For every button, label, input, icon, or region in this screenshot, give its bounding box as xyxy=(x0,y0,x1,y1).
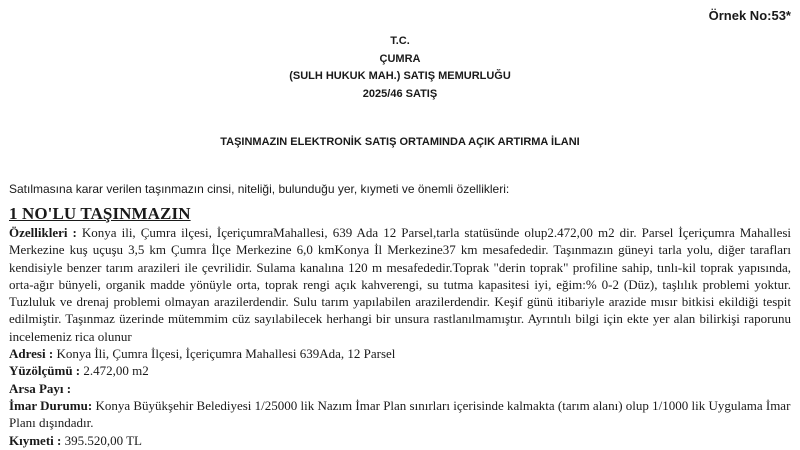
form-number: Örnek No:53* xyxy=(708,8,791,23)
value-row xyxy=(9,432,791,449)
area-label: Yüzölçümü : xyxy=(9,363,81,379)
address-label: Adresi : xyxy=(9,346,54,362)
header-line-2: ÇUMRA xyxy=(379,52,421,65)
notice-title: TAŞINMAZIN ELEKTRONİK SATIŞ ORTAMINDA AÇIK ARTIRMA İLANI xyxy=(220,136,580,148)
header-line-4: 2025/46 SATIŞ xyxy=(362,87,438,100)
address-row xyxy=(9,345,791,362)
lot-details xyxy=(9,224,791,449)
share-label: Arsa Payı : xyxy=(9,380,72,396)
features-paragraph xyxy=(9,224,791,345)
value-label: Kıymeti : xyxy=(9,432,62,448)
zoning-row xyxy=(9,397,791,432)
zoning-text: Konya Büyükşehir Belediyesi 1/25000 lik Nazım İmar Plan sınırları içerisinde kalmakta (tarım alanı) olup 1/1000 lik Uygulama İmar Planı dışındadır. xyxy=(9,397,791,431)
features-text: Konya ili, Çumra ilçesi, İçeriçumraMahallesi, 639 Ada 12 Parsel,tarla statüsünde olup2.472,00 m2 dir. Parsel İçeriçumra Mahallesi Merkezine kuş uçuşu 3,5 km Çumra İlçe Merkezine 6,0 kmKonya İl Merkezine37 km mesafededir. Taşınmazın güneyi tarla yolu, diğer tarafları kendisiyle benzer tarım arazileri ile çevrilidir. Sulama kanalına 120 m mesafededir.Toprak "derin toprak" profiline sahip, tınlı-kil toprak yapısında, orta-ağır bünyeli, organik madde yönüyle orta, toprak rengi açık kahverengi, su tutma kapasitesi iyi, eğim:% 0-2 (Düz), taşlılık problemi yoktur. Tuzluluk ve drenaj problemi olmayan arazilerdendir. Sulu tarım yapılabilen arazilerdendir. Keşif günü itibariyle arazide mısır bitkisi ekildiği tespit edilmiştir. Taşınmaz üzerinde mütemmim cüz sayılabilecek herhangi bir unsura rastlanılmamıştır. Ayrıntılı bilgi için ekte yer alan bilirkişi raporunu incelemeniz rica olunur xyxy=(9,225,792,344)
header-line-3: (SULH HUKUK MAH.) SATIŞ MEMURLUĞU xyxy=(289,70,511,82)
share-row xyxy=(9,380,791,397)
area-text: 2.472,00 m2 xyxy=(83,363,149,379)
area-row xyxy=(9,362,791,379)
zoning-label: İmar Durumu: xyxy=(9,397,93,413)
header-line-1: T.C. xyxy=(390,35,410,47)
intro-text: Satılmasına karar verilen taşınmazın cinsi, niteliği, bulunduğu yer, kıymeti ve önemli özellikleri: xyxy=(9,182,510,196)
address-text: Konya İli, Çumra İlçesi, İçeriçumra Mahallesi 639Ada, 12 Parsel xyxy=(56,346,396,362)
office-header xyxy=(0,33,800,103)
value-text: 395.520,00 TL xyxy=(64,432,142,448)
features-label: Özellikleri : xyxy=(9,225,77,240)
lot-title: 1 NO'LU TAŞINMAZIN xyxy=(9,204,191,223)
